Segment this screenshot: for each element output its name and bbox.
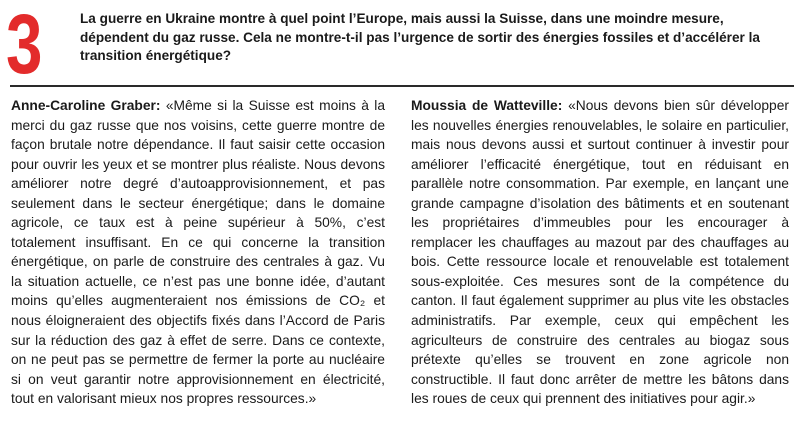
section-divider: [10, 85, 794, 87]
speaker-name: Anne-Caroline Graber:: [11, 98, 161, 113]
answer-text: «Même si la Suisse est moins à la merci du gaz russe que nos voisins, cette guerre montre de façon brutale notre dépendance. Il faut saisir cette occasion pour ouvrir les yeux et se montrer plus réaliste. Nous devons améliorer notre degré d’autoapprovisionnement, et pas seulement dans le secteur énergétique; dans le domaine agricole, ce taux est à peine supérieur à 50%, c’est totalement insuffisant. En ce qui concerne la transition énergétique, on parle de construire des centrales à gaz. Vu la situation actuelle, ce n’est pas une bonne idée, d’autant moins qu’elles augmenteraient nos émissions de CO₂ et nous éloigneraient des objectifs fixés dans l’Accord de Paris sur la réduction des gaz à effet de serre. Dans ce contexte, on ne peut pas se permettre de fermer la porte au nucléaire si on veut garantir notre approvisionnement en électricité, tout en valorisant mieux nos propres ressources.»: [11, 98, 385, 407]
answer-column-left: [11, 96, 385, 409]
answer-text: «Nous devons bien sûr développer les nouvelles énergies renouvelables, le solaire en particulier, mais nous devons aussi et surtout continuer à investir pour améliorer l’efficacité énergétique, tout en réduisant en parallèle notre consommation. Par exemple, en lançant une grande campagne d’isolation des bâtiments et en soutenant les propriétaires d’immeubles pour les encourager à remplacer les chauffages au mazout par des chauffages au bois. Cette ressource locale et renouvelable est totalement sous-exploitée. Ces mesures sont de la compétence du canton. Il faut également supprimer au plus vite les obstacles administratifs. Par exemple, ceux qui empêchent les agriculteurs de construire des centrales au biogaz sous prétexte qu’elles se trouvent en zone agricole non constructible. Il faut donc arrêter de mettre les bâtons dans les roues de ceux qui prennent des initiatives pour agir.»: [411, 98, 789, 407]
answer-column-right: [411, 96, 789, 409]
speaker-name: Moussia de Watteville:: [411, 98, 563, 113]
question-text: La guerre en Ukraine montre à quel point l’Europe, mais aussi la Suisse, dans une moindre mesure, dépendent du gaz russe. Cela ne montre-t-il pas l’urgence de sortir des énergies fossiles et d’accélérer la transition énergétique?: [80, 11, 760, 63]
question-number: 3: [6, 0, 41, 91]
